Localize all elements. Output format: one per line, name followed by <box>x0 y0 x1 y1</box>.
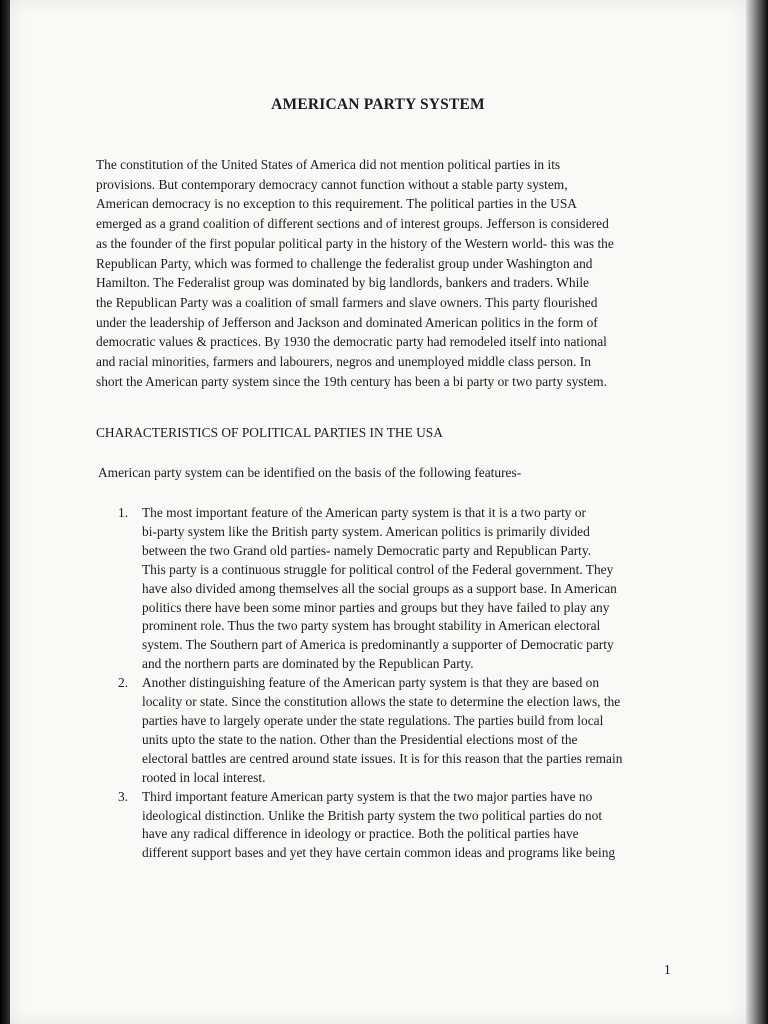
intro-line: emerged as a grand coalition of different sections and of interest groups. Jefferson is considered <box>96 216 609 232</box>
intro-line: short the American party system since the 19th century has been a bi party or two party system. <box>96 373 607 389</box>
section-intro: American party system can be identified on the basis of the following features- <box>98 465 522 480</box>
intro-line: under the leadership of Jefferson and Jackson and dominated American politics in the form of <box>96 314 598 330</box>
feature-item <box>118 504 688 674</box>
feature-line: between the two Grand old parties- namely Democratic party and Republican Party. <box>142 542 592 558</box>
feature-line: and the northern parts are dominated by the Republican Party. <box>142 656 474 672</box>
feature-line: prominent role. Thus the two party system has brought stability in American electoral <box>142 618 601 634</box>
feature-line: different support bases and yet they have certain common ideas and programs like being <box>142 845 616 861</box>
feature-line: have any radical difference in ideology or practice. Both the political parties have <box>142 826 579 842</box>
feature-line: bi-party system like the British party system. American politics is primarily divided <box>142 523 590 539</box>
feature-line: rooted in local interest. <box>142 769 266 785</box>
feature-line: have also divided among themselves all the social groups as a support base. In American <box>142 580 617 596</box>
intro-line: The constitution of the United States of America did not mention political parties in its <box>96 157 561 172</box>
intro-line: the Republican Party was a coalition of small farmers and slave owners. This party flourished <box>96 294 598 310</box>
scanner-bed-right-edge <box>746 0 768 1024</box>
feature-number: 1. <box>118 505 129 520</box>
feature-line: locality or state. Since the constitution allows the state to determine the election laws, the <box>142 694 621 710</box>
feature-line: politics there have been some minor parties and groups but they have failed to play any <box>142 599 610 615</box>
feature-line: ideological distinction. Unlike the British party system the two political parties do not <box>142 807 603 823</box>
intro-line: American democracy is no exception to this requirement. The political parties in the USA <box>96 196 577 212</box>
features-list <box>118 504 688 863</box>
intro-line: as the founder of the first popular political party in the history of the Western world- this was the <box>96 235 614 251</box>
feature-line: Another distinguishing feature of the American party system is that they are based on <box>142 675 600 691</box>
feature-line: This party is a continuous struggle for political control of the Federal government. They <box>142 561 614 577</box>
intro-line: Hamilton. The Federalist group was dominated by big landlords, bankers and traders. While <box>96 275 589 291</box>
feature-item <box>118 674 688 787</box>
feature-line: parties have to largely operate under the state regulations. The parties build from local <box>142 712 604 728</box>
feature-number: 2. <box>118 675 129 691</box>
intro-line: Republican Party, which was formed to challenge the federalist group under Washington and <box>96 255 593 271</box>
document-page <box>10 0 746 1024</box>
feature-line: system. The Southern part of America is predominantly a supporter of Democratic party <box>142 637 614 653</box>
page-number: 1 <box>664 962 671 977</box>
feature-line: electoral battles are centred around state issues. It is for this reason that the parties remain <box>142 750 623 766</box>
section-heading: CHARACTERISTICS OF POLITICAL PARTIES IN THE USA <box>96 425 443 440</box>
feature-item <box>118 788 688 864</box>
intro-paragraph <box>96 155 688 391</box>
feature-line: units upto the state to the nation. Other than the Presidential elections most of the <box>142 731 578 747</box>
feature-number: 3. <box>118 788 129 804</box>
intro-line: provisions. But contemporary democracy cannot function without a stable party system, <box>96 176 568 192</box>
intro-line: and racial minorities, farmers and labourers, negros and unemployed middle class person. In <box>96 354 591 370</box>
intro-line: democratic values & practices. By 1930 the democratic party had remodeled itself into national <box>96 334 607 350</box>
feature-line: Third important feature American party system is that the two major parties have no <box>142 788 593 804</box>
feature-line: The most important feature of the American party system is that it is a two party or <box>142 505 587 520</box>
page-title: AMERICAN PARTY SYSTEM <box>271 96 485 113</box>
